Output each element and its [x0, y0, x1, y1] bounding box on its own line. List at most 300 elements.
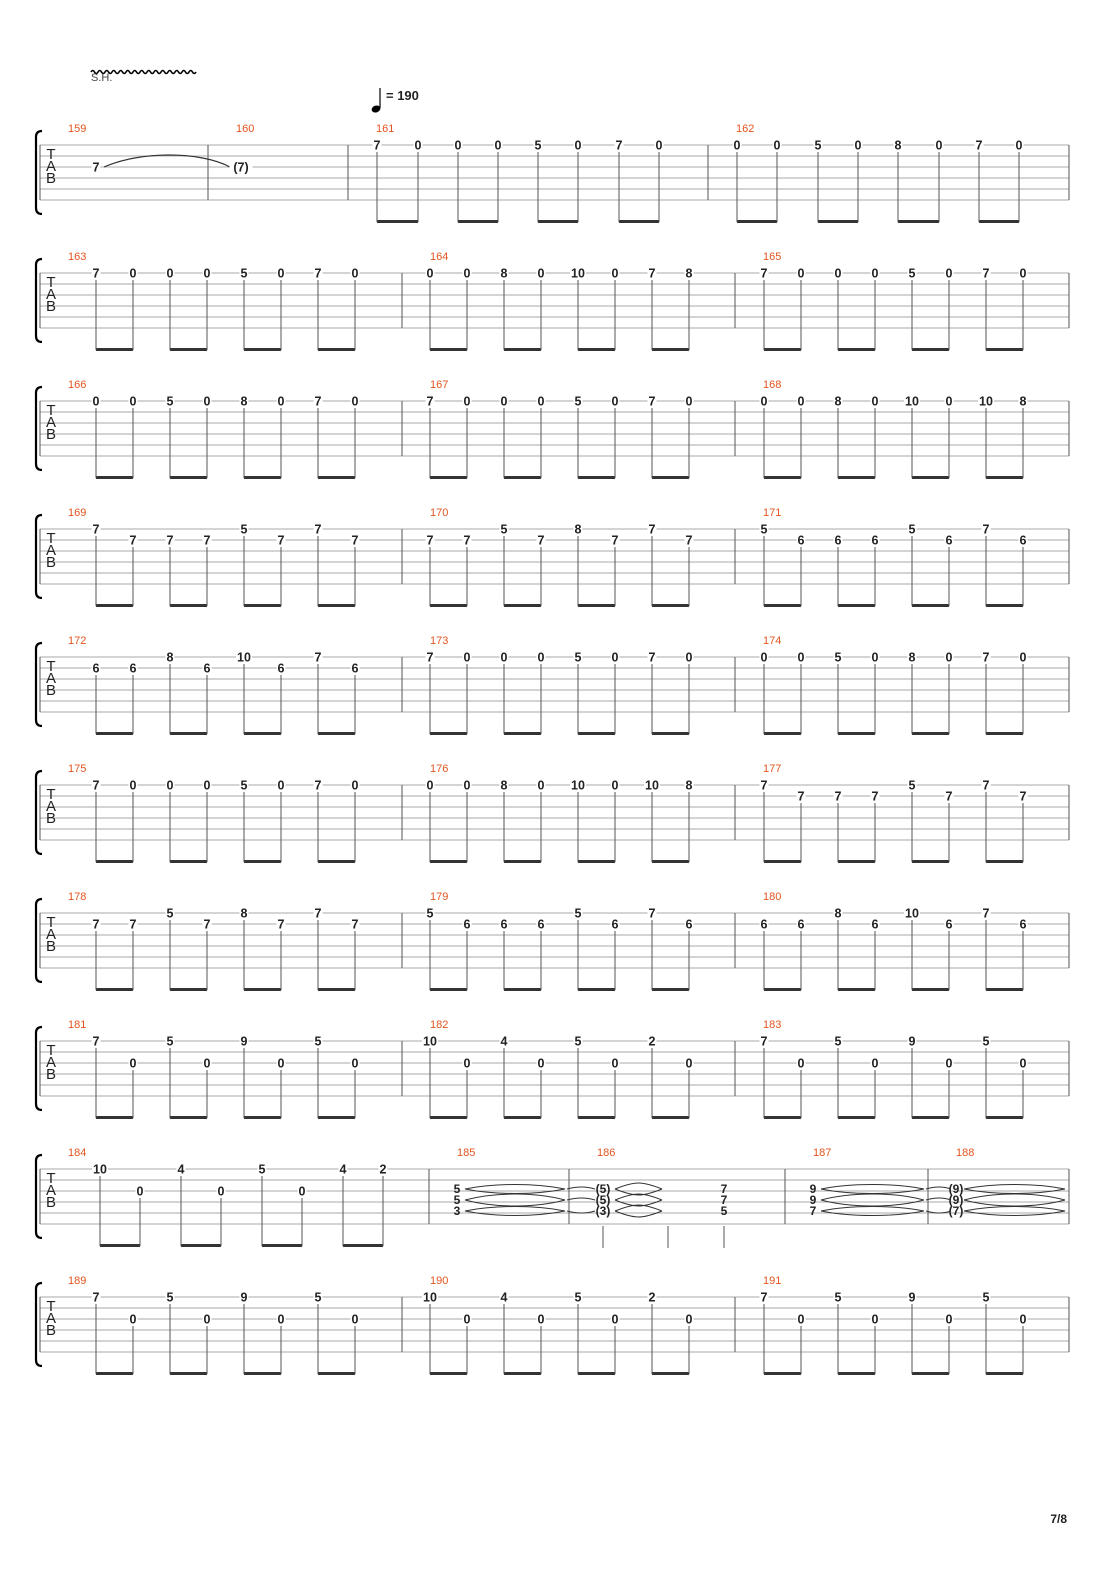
fret-number: 0: [871, 266, 879, 281]
measure-163: [68, 251, 360, 351]
fret-number: 0: [537, 1312, 545, 1327]
fret-number: 4: [177, 1162, 185, 1177]
beam: [986, 476, 1023, 479]
beam: [652, 988, 689, 991]
fret-number: 0: [733, 138, 741, 153]
tie-arc: [964, 1194, 1065, 1200]
tab-clef-letter: A: [45, 1182, 57, 1199]
beam: [430, 860, 467, 863]
beam: [430, 476, 467, 479]
fret-number: 5: [240, 522, 248, 537]
fret-number: 7: [760, 266, 768, 281]
beam: [318, 988, 355, 991]
measure-number: 176: [430, 763, 449, 775]
beam: [898, 220, 939, 223]
fret-number: 0: [1019, 1056, 1027, 1071]
tie-arc: [964, 1185, 1065, 1190]
fret-number: 5: [814, 138, 822, 153]
fret-number: 5: [166, 394, 174, 409]
measure-187: [810, 1147, 924, 1218]
beam: [504, 1116, 541, 1119]
tab-clef-letter: B: [45, 1194, 57, 1211]
fret-number: 0: [945, 1056, 953, 1071]
tab-clef-letter: T: [46, 914, 56, 931]
beam: [170, 1372, 207, 1375]
beam: [652, 476, 689, 479]
beam: [912, 348, 949, 351]
measure-169: [68, 507, 360, 607]
fret-number: 7: [648, 906, 656, 921]
tab-clef-letter: B: [45, 298, 57, 315]
measure-185: [454, 1147, 565, 1218]
tab-clef-letter: A: [45, 798, 57, 815]
tab-clef-letter: B: [45, 1066, 57, 1083]
fret-number: 6: [129, 661, 137, 676]
beam: [912, 1116, 949, 1119]
beam: [912, 604, 949, 607]
tie-arc: [615, 1183, 662, 1189]
measure-168: [760, 379, 1028, 479]
fret-number: 10: [905, 906, 919, 921]
fret-number: 0: [351, 1056, 359, 1071]
fret-number: 7: [945, 789, 953, 804]
beam: [619, 220, 659, 223]
tab-clef-letter: A: [45, 542, 57, 559]
fret-number: 7: [648, 266, 656, 281]
fret-number: 0: [426, 266, 434, 281]
fret-number: 8: [685, 778, 693, 793]
tab-clef-letter: T: [46, 274, 56, 291]
measure-number: 189: [68, 1275, 87, 1287]
fret-number: 0: [298, 1184, 306, 1199]
fret-number: 7: [92, 917, 100, 932]
fret-number: 8: [500, 778, 508, 793]
tab-system: [36, 763, 1069, 863]
beam: [170, 860, 207, 863]
measure-number: 182: [430, 1019, 449, 1031]
fret-number: 9: [908, 1290, 916, 1305]
fret-number: 0: [277, 1312, 285, 1327]
tab-system: [36, 635, 1069, 735]
beam: [504, 988, 541, 991]
tab-clef-letter: B: [45, 810, 57, 827]
fret-number: 0: [351, 1312, 359, 1327]
beam: [578, 476, 615, 479]
fret-number: 9: [240, 1034, 248, 1049]
measure-175: [68, 763, 360, 863]
beam: [96, 732, 133, 735]
chord-fret-number: 9: [809, 1193, 817, 1207]
measure-number: 170: [430, 507, 449, 519]
beam: [912, 732, 949, 735]
fret-number: 6: [945, 533, 953, 548]
fret-number: 5: [534, 138, 542, 153]
fret-number: 8: [240, 906, 248, 921]
beam: [578, 604, 615, 607]
fret-number: 7: [314, 522, 322, 537]
beam: [652, 604, 689, 607]
measure-number: 162: [736, 123, 755, 135]
fret-number: 10: [571, 778, 585, 793]
beam: [430, 988, 467, 991]
fret-number: 5: [982, 1290, 990, 1305]
beam: [764, 1116, 801, 1119]
fret-number: 7: [975, 138, 983, 153]
fret-number: 0: [685, 394, 693, 409]
tab-clef-letter: A: [45, 670, 57, 687]
beam: [986, 988, 1023, 991]
fret-number: 10: [423, 1290, 437, 1305]
fret-number: 7: [648, 522, 656, 537]
beam: [170, 476, 207, 479]
system-bracket: [36, 643, 42, 726]
tie-arc: [821, 1207, 924, 1212]
tab-system: [36, 1147, 1069, 1248]
chord-fret-number: (9): [948, 1193, 964, 1207]
measure-177: [760, 763, 1028, 863]
fret-number: 7: [129, 917, 137, 932]
chord-fret-number: 7: [720, 1182, 728, 1196]
measure-number: 173: [430, 635, 449, 647]
tab-clef-letter: T: [46, 530, 56, 547]
tab-clef-letter: B: [45, 426, 57, 443]
fret-number: 6: [871, 917, 879, 932]
tab-clef-letter: T: [46, 1042, 56, 1059]
fret-number: 6: [834, 533, 842, 548]
tie-arc: [964, 1207, 1065, 1212]
fret-number: 5: [574, 1290, 582, 1305]
fret-number: 6: [760, 917, 768, 932]
beam: [764, 732, 801, 735]
measure-number: 184: [68, 1147, 87, 1159]
chord-fret-number: 5: [720, 1204, 728, 1218]
fret-number: 7: [426, 533, 434, 548]
fret-number: 7: [834, 789, 842, 804]
quarter-note-icon: [371, 88, 382, 114]
tie-arc: [821, 1194, 924, 1200]
fret-number: 0: [685, 1056, 693, 1071]
tempo-marking: = 190: [386, 88, 419, 103]
beam: [170, 1116, 207, 1119]
fret-number: 7: [648, 394, 656, 409]
fret-number: 0: [537, 778, 545, 793]
fret-number: 0: [203, 778, 211, 793]
fret-number: 2: [379, 1162, 387, 1177]
chord-fret-number: (7): [948, 1204, 964, 1218]
tab-clef-letter: A: [45, 1054, 57, 1071]
measure-number: 188: [956, 1147, 975, 1159]
system-bracket: [36, 515, 42, 598]
beam: [318, 348, 355, 351]
fret-number: (7): [233, 160, 249, 175]
tie-arc: [465, 1194, 565, 1200]
fret-number: 0: [611, 1056, 619, 1071]
beam: [986, 1116, 1023, 1119]
system-bracket: [36, 771, 42, 854]
fret-number: 0: [611, 778, 619, 793]
fret-number: 8: [834, 906, 842, 921]
beam: [430, 1372, 467, 1375]
measure-186: [596, 1147, 728, 1248]
beam: [504, 860, 541, 863]
beam: [538, 220, 578, 223]
measure-167: [426, 379, 694, 479]
tab-clef-letter: B: [45, 938, 57, 955]
fret-number: 0: [945, 1312, 953, 1327]
fret-number: 7: [314, 650, 322, 665]
beam: [318, 860, 355, 863]
fret-number: 7: [166, 533, 174, 548]
fret-number: 0: [834, 266, 842, 281]
fret-number: 7: [203, 917, 211, 932]
fret-number: 8: [574, 522, 582, 537]
measure-176: [426, 763, 694, 863]
fret-number: 0: [166, 266, 174, 281]
beam: [578, 732, 615, 735]
measure-170: [426, 507, 694, 607]
beam: [912, 476, 949, 479]
beam: [986, 604, 1023, 607]
beam: [838, 732, 875, 735]
beam: [578, 988, 615, 991]
fret-number: 7: [982, 266, 990, 281]
measure-181: [68, 1019, 360, 1119]
beam: [244, 476, 281, 479]
beam: [343, 1244, 383, 1247]
beam: [244, 1116, 281, 1119]
fret-number: 7: [982, 906, 990, 921]
fret-number: 2: [648, 1290, 656, 1305]
fret-number: 0: [203, 1312, 211, 1327]
fret-number: 5: [426, 906, 434, 921]
measure-number: 175: [68, 763, 87, 775]
fret-number: 8: [908, 650, 916, 665]
tab-clef-letter: B: [45, 554, 57, 571]
fret-number: 0: [463, 1312, 471, 1327]
measure-number: 171: [763, 507, 782, 519]
beam: [504, 348, 541, 351]
fret-number: 0: [945, 266, 953, 281]
fret-number: 0: [611, 650, 619, 665]
beam: [737, 220, 777, 223]
beam: [430, 732, 467, 735]
fret-number: 0: [129, 394, 137, 409]
tab-clef-letter: T: [46, 1298, 56, 1315]
fret-number: 8: [240, 394, 248, 409]
fret-number: 5: [240, 266, 248, 281]
fret-number: 6: [92, 661, 100, 676]
beam: [96, 1372, 133, 1375]
system-bracket: [36, 259, 42, 342]
beam: [244, 860, 281, 863]
fret-number: 6: [611, 917, 619, 932]
beam: [838, 348, 875, 351]
beam: [170, 348, 207, 351]
fret-number: 5: [908, 522, 916, 537]
fret-number: 0: [871, 394, 879, 409]
fret-number: 0: [203, 1056, 211, 1071]
fret-number: 7: [982, 522, 990, 537]
beam: [764, 1372, 801, 1375]
fret-number: 5: [908, 266, 916, 281]
measure-182: [422, 1019, 694, 1119]
measure-number: 183: [763, 1019, 782, 1031]
fret-number: 6: [797, 533, 805, 548]
measure-number: 190: [430, 1275, 449, 1287]
measure-number: 191: [763, 1275, 782, 1287]
fret-number: 0: [277, 394, 285, 409]
measure-number: 165: [763, 251, 782, 263]
fret-number: 0: [797, 266, 805, 281]
fret-number: 0: [426, 778, 434, 793]
measure-number: 174: [763, 635, 782, 647]
fret-number: 0: [500, 650, 508, 665]
chord-fret-number: 5: [453, 1193, 461, 1207]
beam: [244, 988, 281, 991]
fret-number: 0: [1019, 266, 1027, 281]
measure-160: [230, 123, 255, 175]
fret-number: 4: [500, 1290, 508, 1305]
beam: [318, 604, 355, 607]
tab-clef-letter: T: [46, 146, 56, 163]
tie-arc: [821, 1200, 924, 1206]
fret-number: 0: [611, 266, 619, 281]
beam: [652, 1116, 689, 1119]
measure-number: 159: [68, 123, 87, 135]
beam: [262, 1244, 302, 1247]
fret-number: 0: [871, 1056, 879, 1071]
tie-arc: [465, 1207, 565, 1212]
fret-number: 7: [92, 522, 100, 537]
measure-number: 177: [763, 763, 782, 775]
fret-number: 0: [760, 650, 768, 665]
fret-number: 0: [537, 650, 545, 665]
fret-number: 0: [454, 138, 462, 153]
beam: [652, 732, 689, 735]
fret-number: 7: [373, 138, 381, 153]
fret-number: 0: [854, 138, 862, 153]
fret-number: 5: [982, 1034, 990, 1049]
beam: [652, 348, 689, 351]
fret-number: 7: [615, 138, 623, 153]
fret-number: 7: [537, 533, 545, 548]
fret-number: 7: [760, 778, 768, 793]
tie-arc: [567, 1187, 595, 1189]
fret-number: 6: [463, 917, 471, 932]
fret-number: 7: [92, 1290, 100, 1305]
beam: [986, 1372, 1023, 1375]
beam: [912, 988, 949, 991]
fret-number: 7: [314, 906, 322, 921]
measure-165: [760, 251, 1028, 351]
fret-number: 7: [871, 789, 879, 804]
measure-179: [426, 891, 694, 991]
fret-number: 7: [314, 266, 322, 281]
fret-number: 10: [979, 394, 993, 409]
beam: [838, 988, 875, 991]
tie-arc: [926, 1198, 951, 1200]
fret-number: 0: [685, 1312, 693, 1327]
fret-number: 5: [574, 394, 582, 409]
fret-number: 10: [423, 1034, 437, 1049]
technique-label: S.H.: [91, 72, 113, 84]
system-bracket: [36, 387, 42, 470]
fret-number: 7: [426, 650, 434, 665]
fret-number: 0: [655, 138, 663, 153]
tab-clef-letter: B: [45, 170, 57, 187]
fret-number: 0: [1015, 138, 1023, 153]
beam: [244, 348, 281, 351]
chord-fret-number: (9): [948, 1182, 964, 1196]
fret-number: 6: [797, 917, 805, 932]
fret-number: 0: [537, 266, 545, 281]
system-bracket: [36, 1027, 42, 1110]
fret-number: 2: [648, 1034, 656, 1049]
fret-number: 5: [166, 906, 174, 921]
tab-clef-letter: T: [46, 786, 56, 803]
tab-system: [36, 251, 1069, 351]
fret-number: 8: [1019, 394, 1027, 409]
tie-arc: [821, 1185, 924, 1190]
beam: [764, 604, 801, 607]
fret-number: 10: [905, 394, 919, 409]
tab-clef-letter: T: [46, 1170, 56, 1187]
tie-arc: [104, 155, 230, 167]
fret-number: 4: [339, 1162, 347, 1177]
fret-number: 5: [314, 1290, 322, 1305]
beam: [979, 220, 1019, 223]
chord-fret-number: 9: [809, 1182, 817, 1196]
fret-number: 7: [797, 789, 805, 804]
fret-number: 0: [92, 394, 100, 409]
tab-clef-letter: A: [45, 286, 57, 303]
measure-161: [373, 123, 664, 223]
fret-number: 10: [237, 650, 251, 665]
fret-number: 7: [92, 778, 100, 793]
measure-184: [68, 1147, 388, 1247]
beam: [318, 1372, 355, 1375]
beam: [96, 860, 133, 863]
beam: [244, 732, 281, 735]
fret-number: 0: [277, 778, 285, 793]
measure-183: [760, 1019, 1028, 1119]
fret-number: 7: [982, 778, 990, 793]
beam: [430, 1116, 467, 1119]
tab-clef-letter: T: [46, 402, 56, 419]
fret-number: 6: [203, 661, 211, 676]
fret-number: 0: [494, 138, 502, 153]
fret-number: 0: [277, 1056, 285, 1071]
fret-number: 5: [314, 1034, 322, 1049]
chord-fret-number: 7: [720, 1193, 728, 1207]
measure-number: 169: [68, 507, 87, 519]
fret-number: 8: [894, 138, 902, 153]
fret-number: 0: [797, 1056, 805, 1071]
beam: [578, 1116, 615, 1119]
fret-number: 9: [908, 1034, 916, 1049]
fret-number: 0: [1019, 650, 1027, 665]
fret-number: 0: [203, 394, 211, 409]
fret-number: 10: [93, 1162, 107, 1177]
fret-number: 7: [203, 533, 211, 548]
measure-number: 178: [68, 891, 87, 903]
fret-number: 7: [351, 917, 359, 932]
measure-166: [68, 379, 360, 479]
fret-number: 0: [611, 1312, 619, 1327]
measure-188: [949, 1147, 1065, 1218]
beam: [430, 348, 467, 351]
chord-fret-number: 3: [453, 1204, 461, 1218]
